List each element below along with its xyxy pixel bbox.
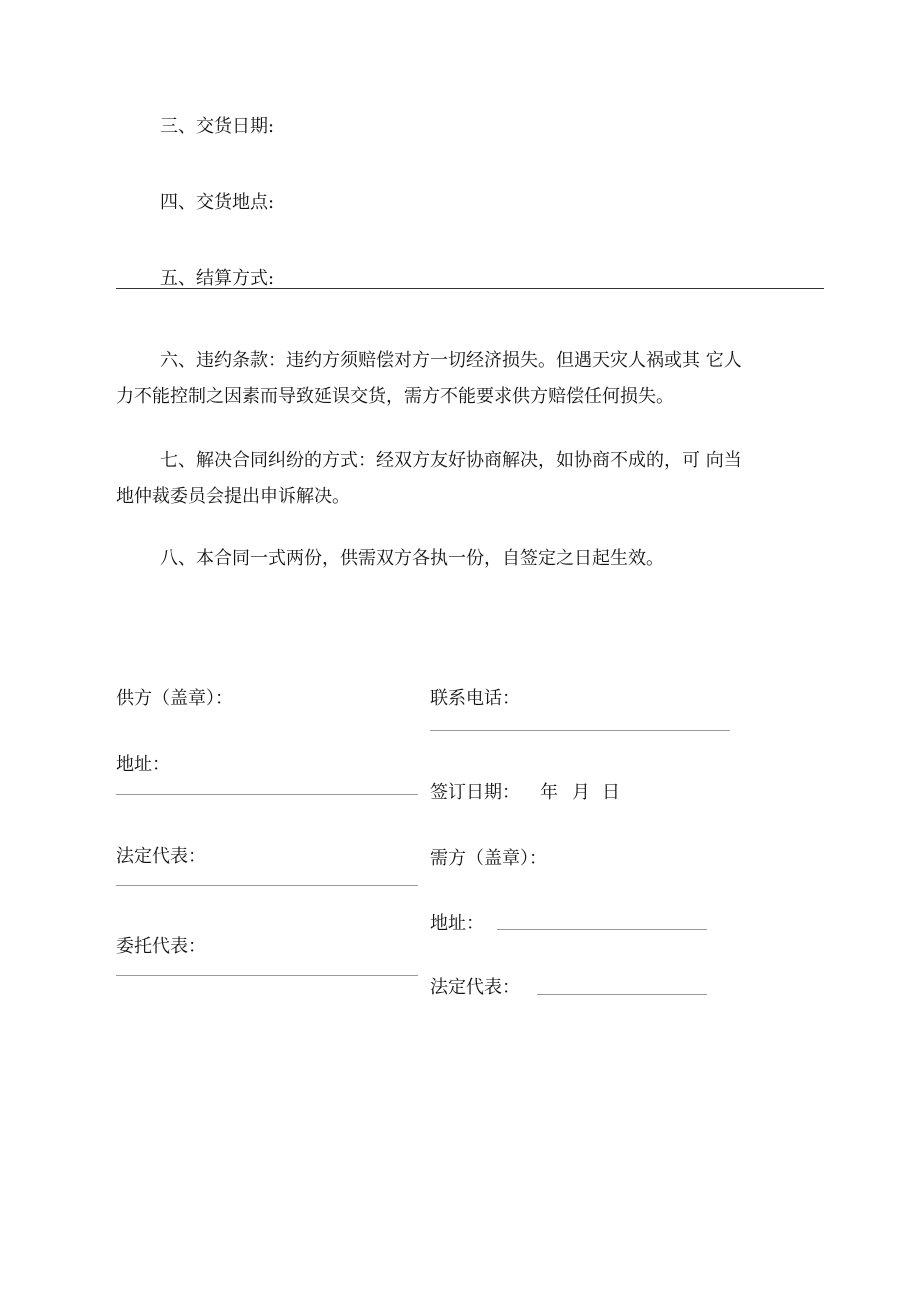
section-divider <box>116 288 824 289</box>
clause-delivery-date: 三、交货日期: <box>160 116 275 137</box>
supplier-seal-label: 供方（盖章）： <box>116 688 233 709</box>
buyer-address-field[interactable] <box>497 929 707 930</box>
supplier-legal-rep-field[interactable] <box>116 885 418 886</box>
buyer-seal-label: 需方（盖章）： <box>430 848 547 869</box>
supplier-legal-rep-label: 法定代表： <box>116 846 206 867</box>
clause-breach-line1: 六、违约条款：违约方须赔偿对方一切经济损失。但遇天灾人祸或其 它人 <box>160 350 742 371</box>
sign-date-year: 年 <box>540 782 558 803</box>
clause-settlement-method: 五、结算方式: <box>160 268 275 289</box>
buyer-address-label: 地址： <box>430 913 484 934</box>
clause-copies: 八、本合同一式两份，供需双方各执一份，自签定之日起生效。 <box>160 548 664 569</box>
sign-date-day: 日 <box>602 782 620 803</box>
buyer-legal-rep-label: 法定代表： <box>430 977 520 998</box>
sign-date-label: 签订日期： <box>430 782 520 803</box>
supplier-address-field[interactable] <box>116 794 418 795</box>
supplier-agent-label: 委托代表： <box>116 936 206 957</box>
clause-dispute-line1: 七、解决合同纠纷的方式：经双方友好协商解决，如协商不成的，可 向当 <box>160 450 742 471</box>
clause-delivery-place: 四、交货地点: <box>160 192 275 213</box>
clause-breach-line2: 力不能控制之因素而导致延误交货，需方不能要求供方赔偿任何损失。 <box>116 386 674 407</box>
contact-phone-label: 联系电话： <box>430 688 520 709</box>
supplier-address-label: 地址： <box>116 754 170 775</box>
clause-dispute-line2: 地仲裁委员会提出申诉解决。 <box>116 486 350 507</box>
sign-date-month: 月 <box>572 782 590 803</box>
buyer-legal-rep-field[interactable] <box>537 994 707 995</box>
contact-phone-field[interactable] <box>430 730 730 731</box>
supplier-agent-field[interactable] <box>116 975 418 976</box>
